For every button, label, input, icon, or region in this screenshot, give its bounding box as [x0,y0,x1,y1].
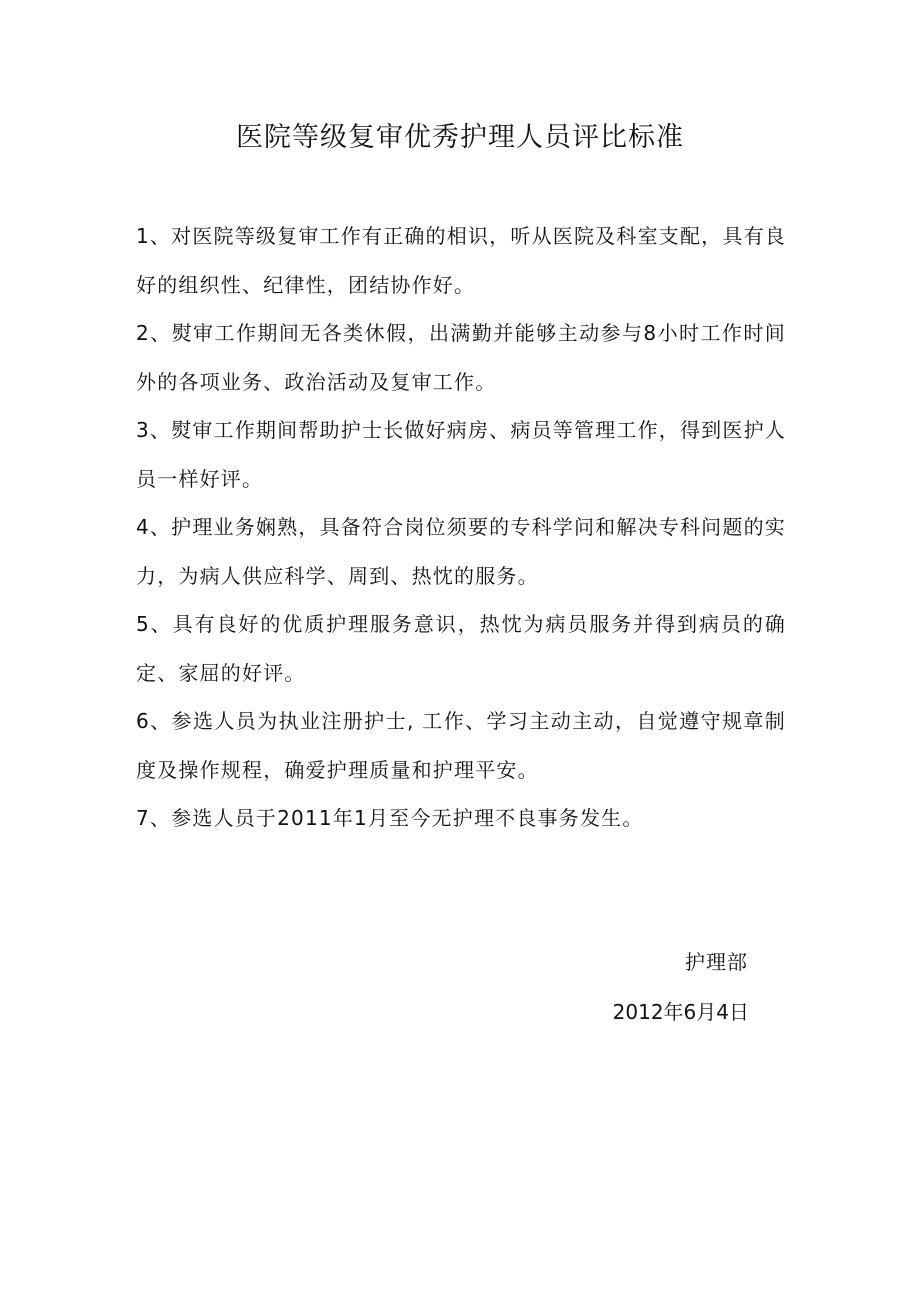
signature-block [613,944,748,1030]
criteria-item-5: 5、具有良好的优质护理服务意识，热忱为病员服务并得到病员的确定、家屈的好评。 [136,612,786,685]
criteria-item-2: 2、熨审工作期间无各类休假，出满勤并能够主动参与8小时工作时间外的各项业务、政治活动及复审工作。 [136,321,786,394]
criteria-item-7: 7、参选人员于2011年1月至今无护理不良事务发生。 [136,806,644,830]
criteria-item-1: 1、对医院等级复审工作有正确的相识，听从医院及科室支配，具有良好的组织性、纪律性，团结协作好。 [136,224,786,297]
signature-date: 2012年6月4日 [612,1000,749,1024]
criteria-item-4: 4、护理业务娴熟，具备符合岗位须要的专科学问和解决专科问题的实力，为病人供应科学、周到、热忱的服务。 [136,515,786,588]
criteria-list [136,212,786,843]
criteria-item-6: 6、参选人员为执业注册护士, 工作、学习主动主动，自觉遵守规章制度及操作规程，确爱护理质量和护理平安。 [136,709,786,782]
criteria-item-3: 3、熨审工作期间帮助护士长做好病房、病员等管理工作，得到医护人员一样好评。 [136,418,786,491]
signature-department: 护理部 [685,950,748,974]
document-title: 医院等级复审优秀护理人员评比标准 [236,122,684,153]
